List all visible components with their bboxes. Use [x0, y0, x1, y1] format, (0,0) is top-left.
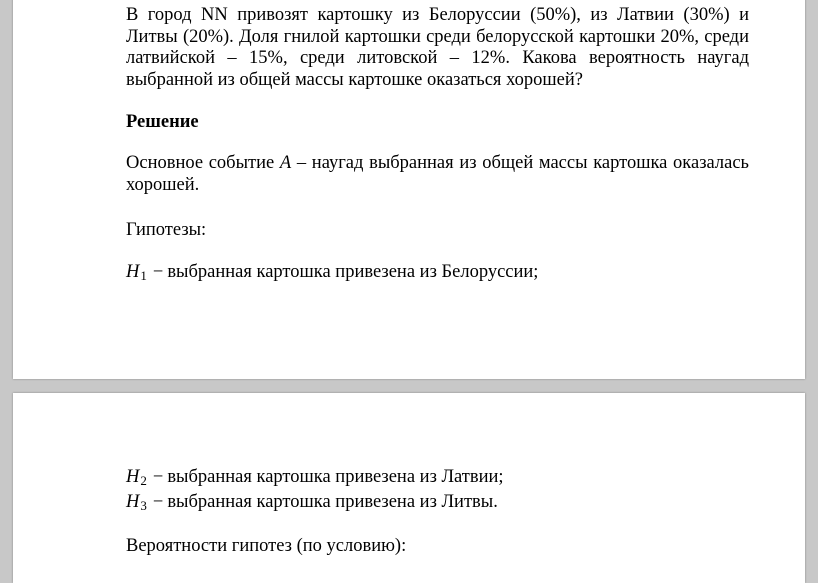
h1-variable: H: [126, 262, 140, 282]
document-page-1: [13, 0, 805, 379]
h2-variable: H: [126, 467, 140, 487]
main-event-definition: [126, 153, 749, 196]
event-suffix: – наугад выбранная из общей массы картошка оказалась хорошей.: [126, 153, 749, 195]
h3-dash: −: [152, 492, 164, 512]
document-page-2: [13, 393, 805, 583]
hypothesis-h3: [126, 492, 749, 517]
h1-dash: −: [152, 262, 164, 282]
hypothesis-h2: [126, 467, 749, 492]
h2-subscript: 2: [140, 473, 147, 488]
hypotheses-label: Гипотезы:: [126, 220, 207, 240]
problem-statement: В город NN привозят картошку из Белоруссии (50%), из Латвии (30%) и Литвы (20%). Доля гнилой картошки среди белорусской картошки 20%, среди латвийской – 15%, среди литовской – 12%. Какова вероятность наугад выбранной из общей массы картошке оказаться хорошей?: [126, 5, 749, 90]
h2-text: выбранная картошка привезена из Латвии;: [167, 467, 504, 487]
h3-text: выбранная картошка привезена из Литвы.: [167, 492, 498, 512]
h1-subscript: 1: [140, 268, 147, 283]
hypothesis-h1: [126, 262, 749, 287]
h3-variable: H: [126, 492, 140, 512]
event-prefix: Основное событие: [126, 153, 280, 173]
h1-text: выбранная картошка привезена из Белоруссии;: [167, 262, 539, 282]
solution-heading: Решение: [126, 112, 199, 132]
probabilities-label: Вероятности гипотез (по условию):: [126, 536, 407, 556]
h3-subscript: 3: [140, 498, 147, 513]
event-variable: A: [279, 153, 292, 173]
h2-dash: −: [152, 467, 164, 487]
